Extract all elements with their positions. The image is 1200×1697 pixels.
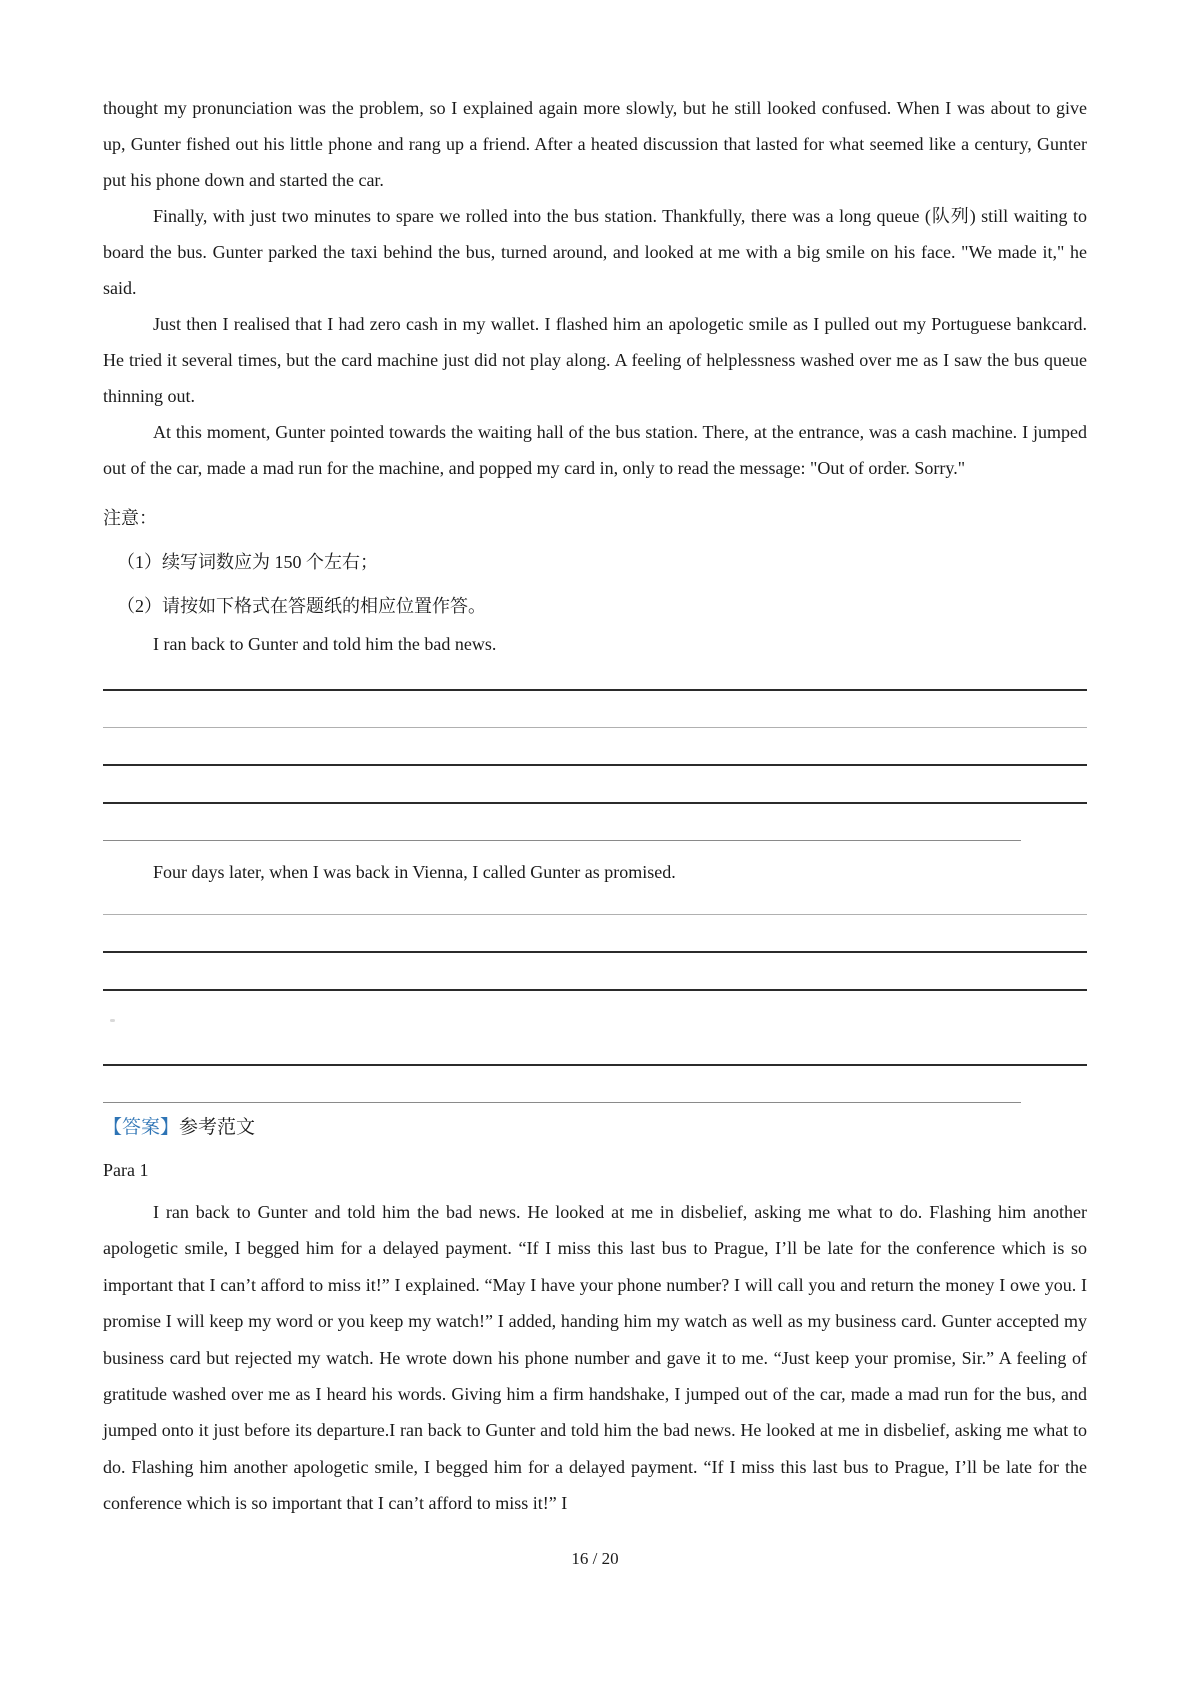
story-paragraph: Finally, with just two minutes to spare we rolled into the bus station. Thankfully, there was a long queue (队列) still waiting to board the bus. Gunter parked the taxi behind the bus, turned around, and looked at me with a big smile on his face. "We made it," he said. [103, 206, 1087, 298]
notice-label: 注意： [103, 508, 157, 528]
answer-label-suffix: 参考范文 [179, 1117, 256, 1138]
page-number: 16 / 20 [571, 1548, 619, 1568]
writing-line [103, 951, 1087, 953]
notice-section [103, 500, 1087, 624]
writing-lines-group-1 [103, 689, 1087, 841]
story-paragraph: At this moment, Gunter pointed towards the waiting hall of the bus station. There, at the entrance, was a cash machine. I jumped out of the car, made a mad run for the machine, and popped my card in, only to read the message: "Out of order. Sorry." [103, 422, 1087, 478]
para1-opening-sentence: I ran back to Gunter and told him the bad news. [153, 634, 497, 654]
writing-line [103, 1064, 1087, 1066]
writing-line [103, 1102, 1021, 1103]
stray-mark [110, 1019, 115, 1022]
blank-row [103, 991, 1087, 1064]
notice-item: （1）续写词数应为 150 个左右； [117, 552, 378, 572]
para2-opening-sentence: Four days later, when I was back in Vienna, I called Gunter as promised. [153, 862, 676, 882]
answer-label: 【答案】 [103, 1117, 180, 1138]
answer-section-heading [103, 1110, 1087, 1146]
para1-heading: Para 1 [103, 1160, 149, 1180]
writing-line [103, 914, 1087, 915]
answer-body-paragraph: I ran back to Gunter and told him the bad news. He looked at me in disbelief, asking me what to do. Flashing him another apologetic smile, I begged him for a delayed payment. “If I miss this last bus to Prague, I’ll be late for the conference which is so important that I can’t afford to miss it!” I explained. “May I have your phone number? I will call you and return the money I owe you. I promise I will keep my word or you keep my watch!” I added, handing him my watch as well as my business card. Gunter accepted my business card but rejected my watch. He wrote down his phone number and gave it to me. “Just keep your promise, Sir.” A feeling of gratitude washed over me as I heard his words. Giving him a firm handshake, I jumped out of the car, made a mad run for the bus, and jumped onto it just before its departure.I ran back to Gunter and told him the bad news. He looked at me in disbelief, asking me what to do. Flashing him another apologetic smile, I begged him for a delayed payment. “If I miss this last bus to Prague, I’ll be late for the conference which is so important that I can’t afford to miss it!” I [103, 1202, 1087, 1514]
writing-line [103, 764, 1087, 766]
writing-line [103, 840, 1021, 841]
story-paragraph: thought my pronunciation was the problem, so I explained again more slowly, but he still looked confused. When I was about to give up, Gunter fished out his little phone and rang up a friend. After a heated discussion that lasted for what seemed like a century, Gunter put his phone down and started the car. [103, 98, 1087, 190]
notice-item: （2）请按如下格式在答题纸的相应位置作答。 [117, 596, 486, 616]
writing-line [103, 802, 1087, 804]
story-paragraph: Just then I realised that I had zero cash in my wallet. I flashed him an apologetic smile as I pulled out my Portuguese bankcard. He tried it several times, but the card machine just did not play along. A feeling of helplessness washed over me as I saw the bus queue thinning out. [103, 314, 1087, 406]
writing-line [103, 727, 1087, 728]
story-passage [103, 90, 1087, 486]
writing-line [103, 689, 1087, 691]
writing-lines-group-2 [103, 914, 1087, 1103]
